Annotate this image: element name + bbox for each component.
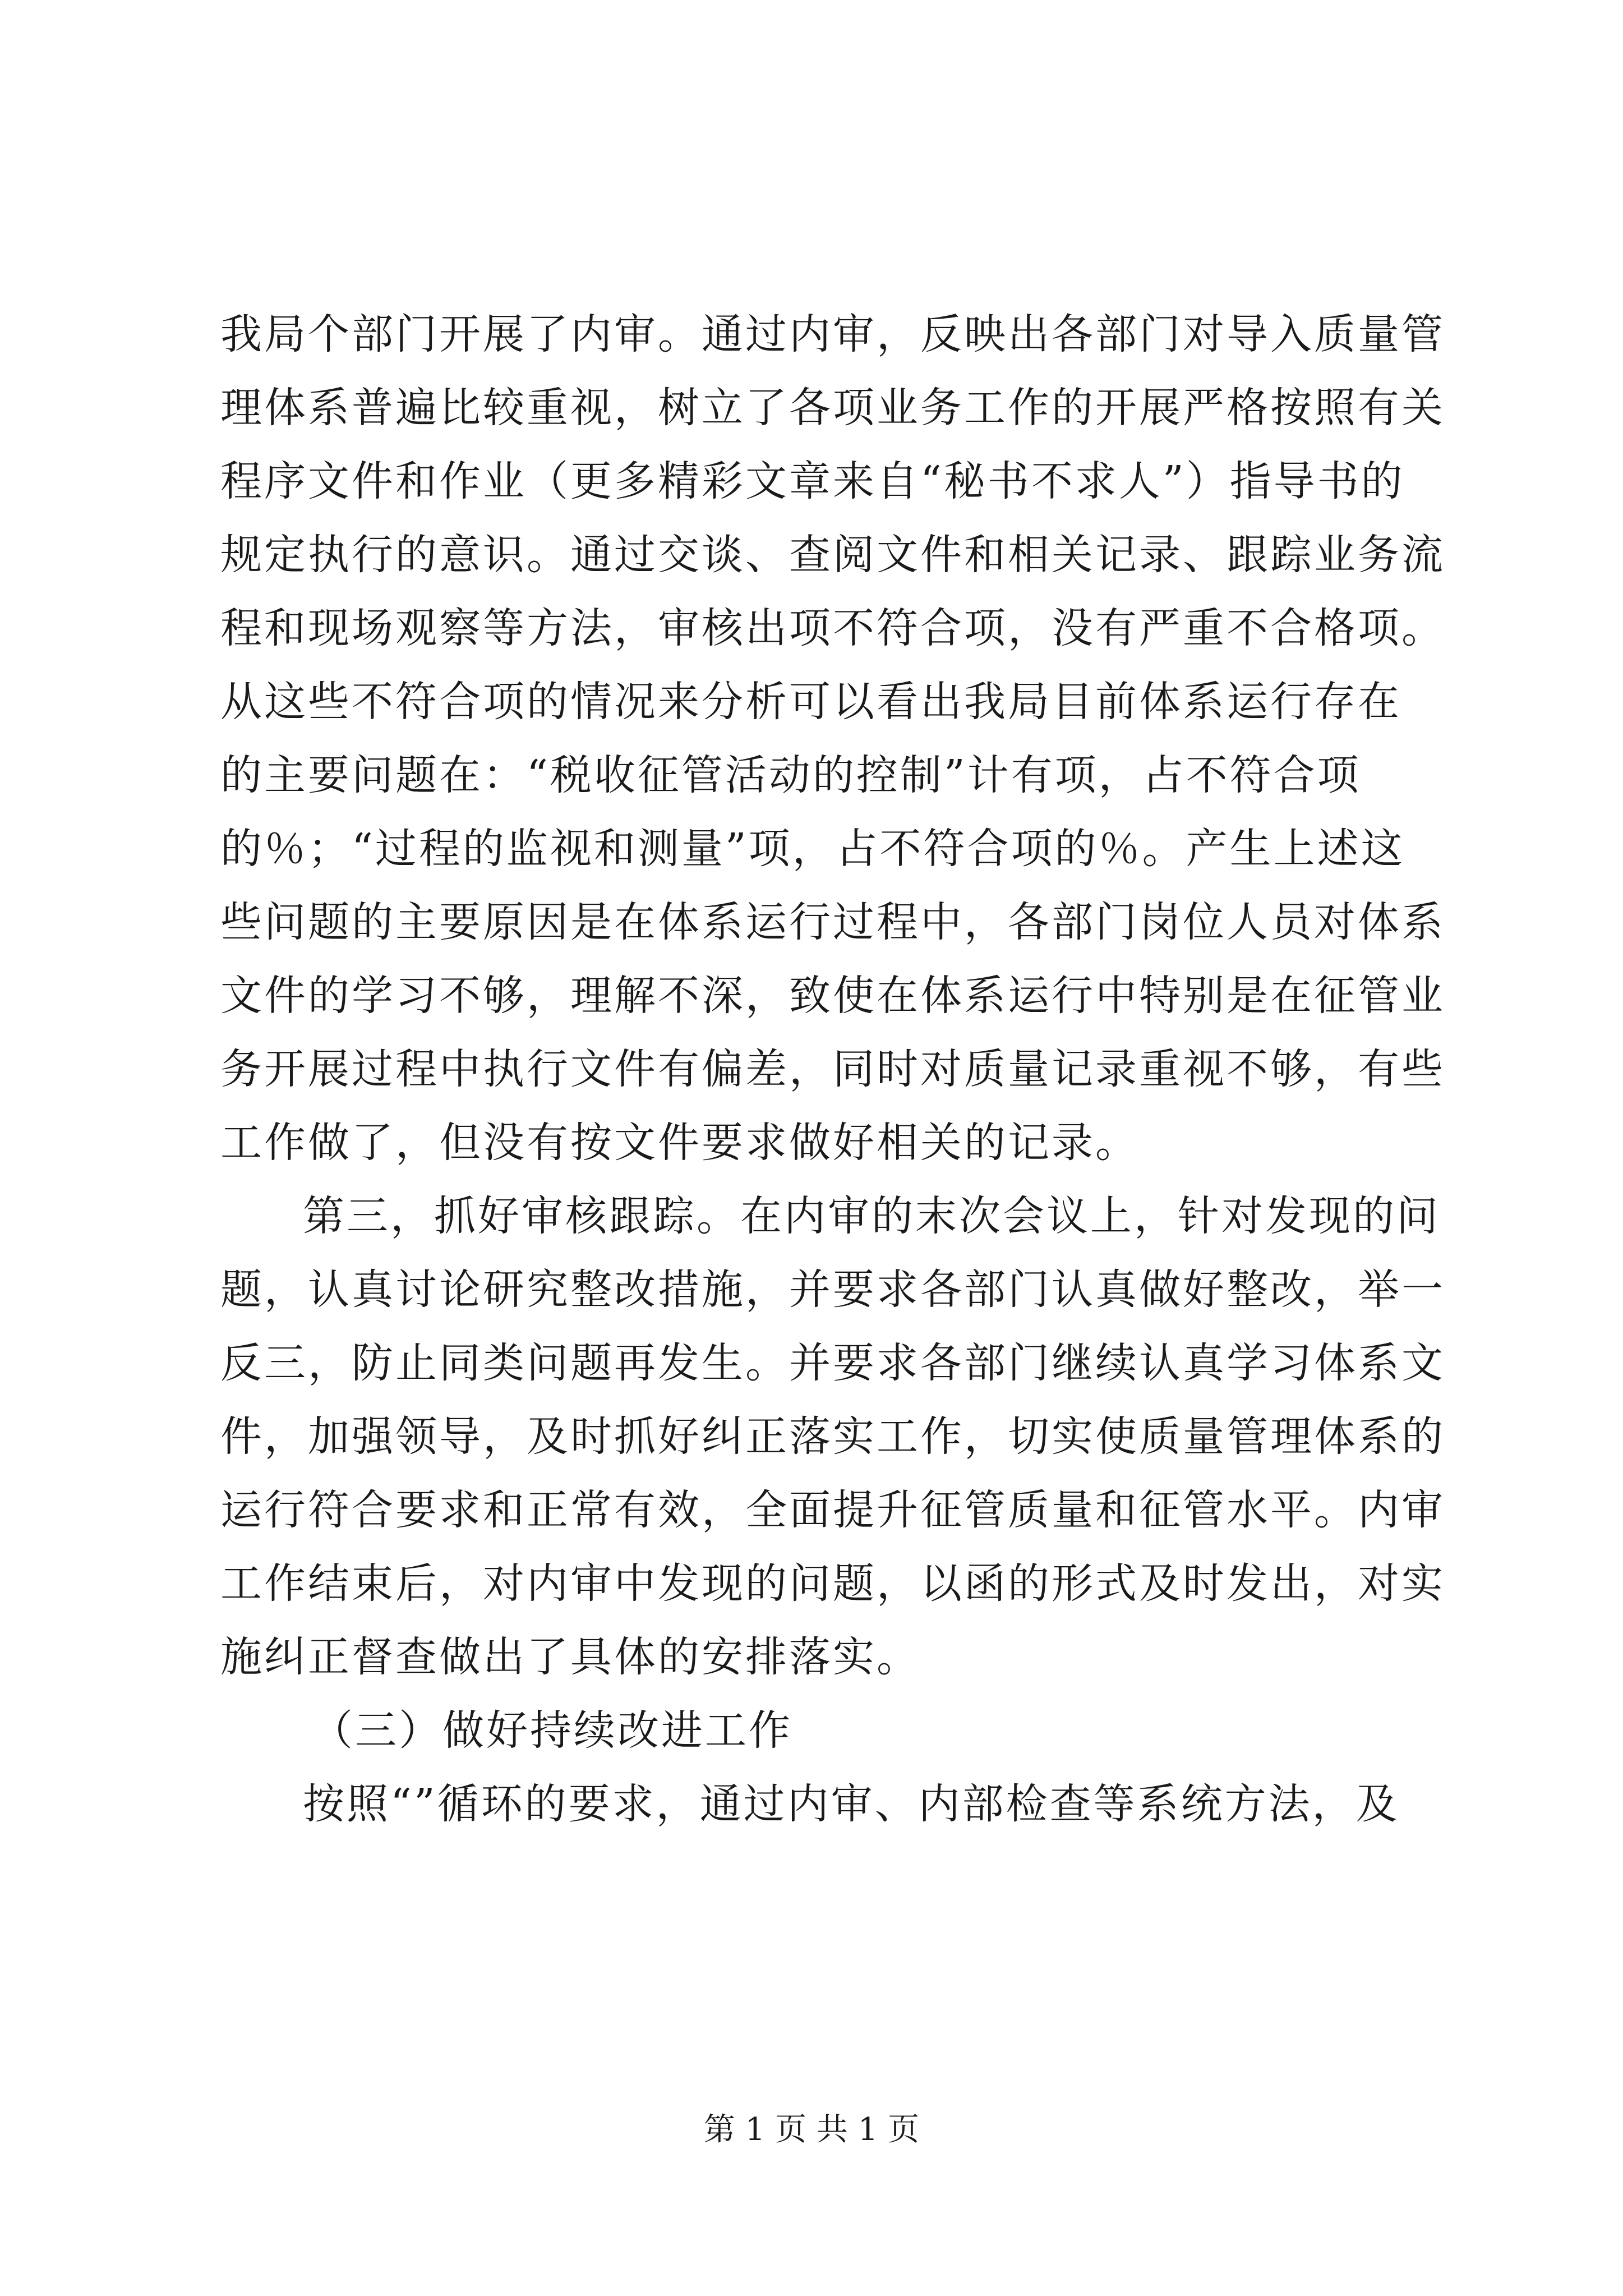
body-line: 工作做了，但没有按文件要求做好相关的记录。	[220, 1119, 1139, 1167]
body-line: 题，认真讨论研究整改措施，并要求各部门认真做好整改，举一	[220, 1266, 1445, 1314]
body-line: 程序文件和作业（更多精彩文章来自“秘书不求人”）指导书的	[220, 457, 1405, 505]
body-line: 工作结束后，对内审中发现的问题，以函的形式及时发出，对实	[220, 1559, 1445, 1608]
body-line: 反三，防止同类问题再发生。并要求各部门继续认真学习体系文	[220, 1339, 1445, 1387]
body-line: 规定执行的意识。通过交谈、查阅文件和相关记录、跟踪业务流	[220, 531, 1445, 579]
body-line: 我局个部门开展了内审。通过内审，反映出各部门对导入质量管	[220, 310, 1445, 358]
body-line: 从这些不符合项的情况来分析可以看出我局目前体系运行存在	[220, 678, 1401, 726]
body-line: 施纠正督查做出了具体的安排落实。	[220, 1633, 920, 1681]
body-line: 理体系普遍比较重视，树立了各项业务工作的开展严格按照有关	[220, 384, 1445, 432]
page-footer: 第 1 页 共 1 页	[703, 2111, 920, 2148]
body-line: 文件的学习不够，理解不深，致使在体系运行中特别是在征管业	[220, 972, 1445, 1020]
body-line: 运行符合要求和正常有效，全面提升征管质量和征管水平。内审	[220, 1486, 1445, 1534]
body-line: 件，加强领导，及时抓好纠正落实工作，切实使质量管理体系的	[220, 1412, 1445, 1461]
body-line: 务开展过程中执行文件有偏差，同时对质量记录重视不够，有些	[220, 1045, 1445, 1093]
paragraph-start-line: 按照“”循环的要求，通过内审、内部检查等系统方法，及	[303, 1780, 1400, 1828]
section-heading: （三）做好持续改进工作	[311, 1706, 792, 1755]
body-line: 的％；“过程的监视和测量”项，占不符合项的％。产生上述这	[220, 825, 1405, 873]
body-line: 程和现场观察等方法，审核出项不符合项，没有严重不合格项。	[220, 604, 1445, 652]
paragraph-start-line: 第三，抓好审核跟踪。在内审的末次会议上，针对发现的问	[303, 1192, 1440, 1240]
body-line: 的主要问题在：“税收征管活动的控制”计有项，占不符合项	[220, 751, 1361, 799]
body-line: 些问题的主要原因是在体系运行过程中，各部门岗位人员对体系	[220, 898, 1445, 946]
